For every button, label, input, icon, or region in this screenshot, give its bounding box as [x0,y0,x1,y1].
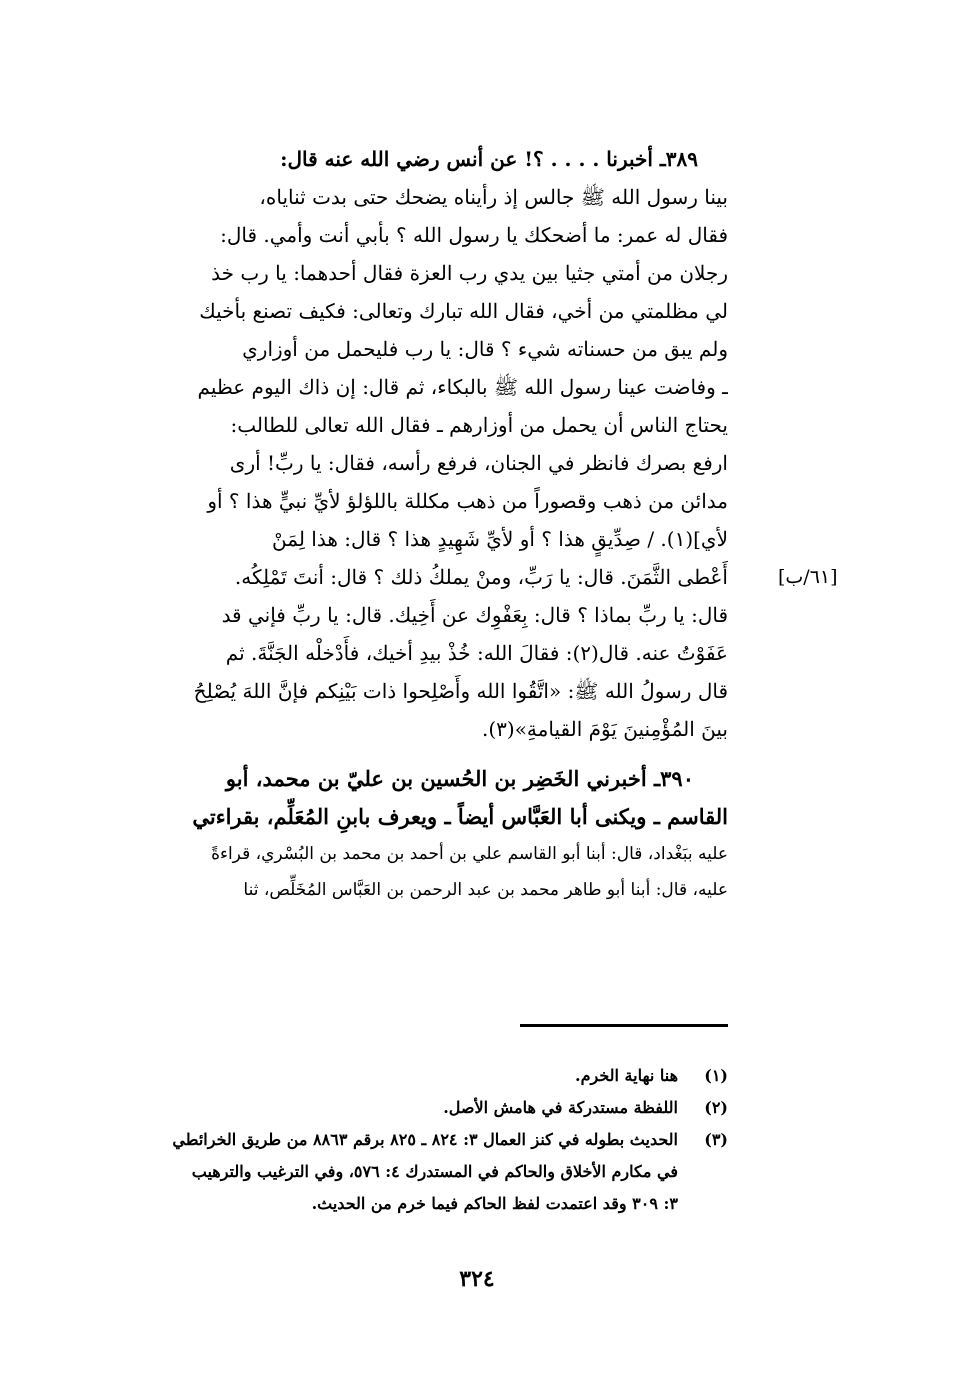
footnote-text: اللفظة مستدركة في هامش الأصل. [443,1098,678,1117]
footnote-number: (١) [704,1066,728,1085]
margin-folio-note: [٦١/ب] [778,566,838,588]
text-line: قال رسولُ الله ﷺ: «اتَّقُوا الله وأَصْلِحوا ذات بَيْنِكم فإنَّ اللهَ يُصْلِحُ [193,679,728,703]
text-line: ارفع بصرك فانظر في الجنان، فرفع رأسه، فقال: يا ربِّ! أرى [229,451,728,475]
text-line: عليه ببَغْداد، قال: أبنا أبو القاسم علي بن أحمد بن محمد بن البُسْري، قراءةً [211,844,728,864]
footnote-text: الحديث بطوله في كنز العمال ٣: ٨٢٤ ـ ٨٢٥ برقم ٨٨٦٣ من طريق الخرائطي [172,1130,678,1149]
footnote-number: (٣) [704,1130,728,1149]
text-line: فقال له عمر: ما أضحكك يا رسول الله ؟ بأبي أنت وأمي. قال: [220,223,728,247]
text-line: رجلان من أمتي جثيا بين يدي رب العزة فقال أحدهما: يا رب خذ [211,261,728,285]
footnote [108,1060,728,1092]
text-line: القاسم ـ ويكنى أبا العَبَّاس أيضاً ـ ويعرف بابنِ المُعَلِّم، بقراءتي [192,804,728,829]
text-line: يحتاج الناس أن يحمل من أوزارهم ـ فقال الله تعالى للطالب: [230,413,728,437]
text-line: أَعْطى الثَّمَنَ. قال: يا رَبِّ، ومنْ يملكُ ذلك ؟ قال: أنتَ تَمْلِكُه. [234,565,728,589]
text-line: بينَ المُؤْمِنينَ يَوْمَ القيامةِ»(٣). [481,717,728,741]
text-line: لأي](١). / صِدِّيقٍ هذا ؟ أو لأيِّ شَهِيدٍ هذا ؟ قال: هذا لِمَنْ [272,527,728,551]
footnote [108,1092,728,1124]
hadith-390 [108,760,728,908]
hadith-390-heading: ٣٩٠ـ أخبرني الخَضِر بن الحُسين بن عليّ بن محمد، أبو [225,766,694,791]
text-line: عَفَوْتُ عنه. قال(٢): فقالَ الله: خُذْ بيدِ أخيك، فأَدْخلْه الجَنَّةَ. ثم [225,641,728,665]
hadith-389-body [108,178,728,748]
text-line: مدائن من ذهب وقصوراً من ذهب مكللة باللؤلؤ لأيِّ نبيٍّ هذا ؟ أو [207,489,728,513]
footnote-text: هنا نهاية الخرم. [575,1066,678,1085]
footnote-text: في مكارم الأخلاق والحاكم في المستدرك ٤: ٥٧٦، وفي الترغيب والترهيب [191,1162,678,1181]
footnote [108,1124,728,1220]
page-number: ٣٢٤ [459,1266,495,1292]
footnote-number: (٢) [704,1098,728,1117]
text-line: ولم يبق من حسناته شيء ؟ قال: يا رب فليحمل من أوزاري [242,337,728,361]
footnote-divider [520,1024,728,1027]
text-line: قال: يا ربِّ بماذا ؟ قال: بِعَفْوِك عن أَخِيك. قال: يا ربِّ فإني قد [221,603,728,627]
footnote-text: ٣: ٣٠٩ وقد اعتمدت لفظ الحاكم فيما خرم من الحديث. [311,1194,678,1213]
hadith-389-heading: ٣٨٩ـ أخبرنا . . . . ؟! عن أنس رضي الله عنه قال: [280,147,698,171]
text-line: بينا رسول الله ﷺ جالس إذ رأيناه يضحك حتى بدت ثناياه، [259,185,728,209]
main-text [108,140,728,908]
text-line: ـ وفاضت عينا رسول الله ﷺ بالبكاء، ثم قال: إن ذاك اليوم عظيم [197,375,728,399]
footnotes [108,1060,728,1220]
text-line: لي مظلمتي من أخي، فقال الله تبارك وتعالى: فكيف تصنع بأخيك [199,299,728,323]
text-line: عليه، قال: أبنا أبو طاهر محمد بن عبد الرحمن بن العَبَّاس المُخَلِّص، ثنا [243,880,728,900]
